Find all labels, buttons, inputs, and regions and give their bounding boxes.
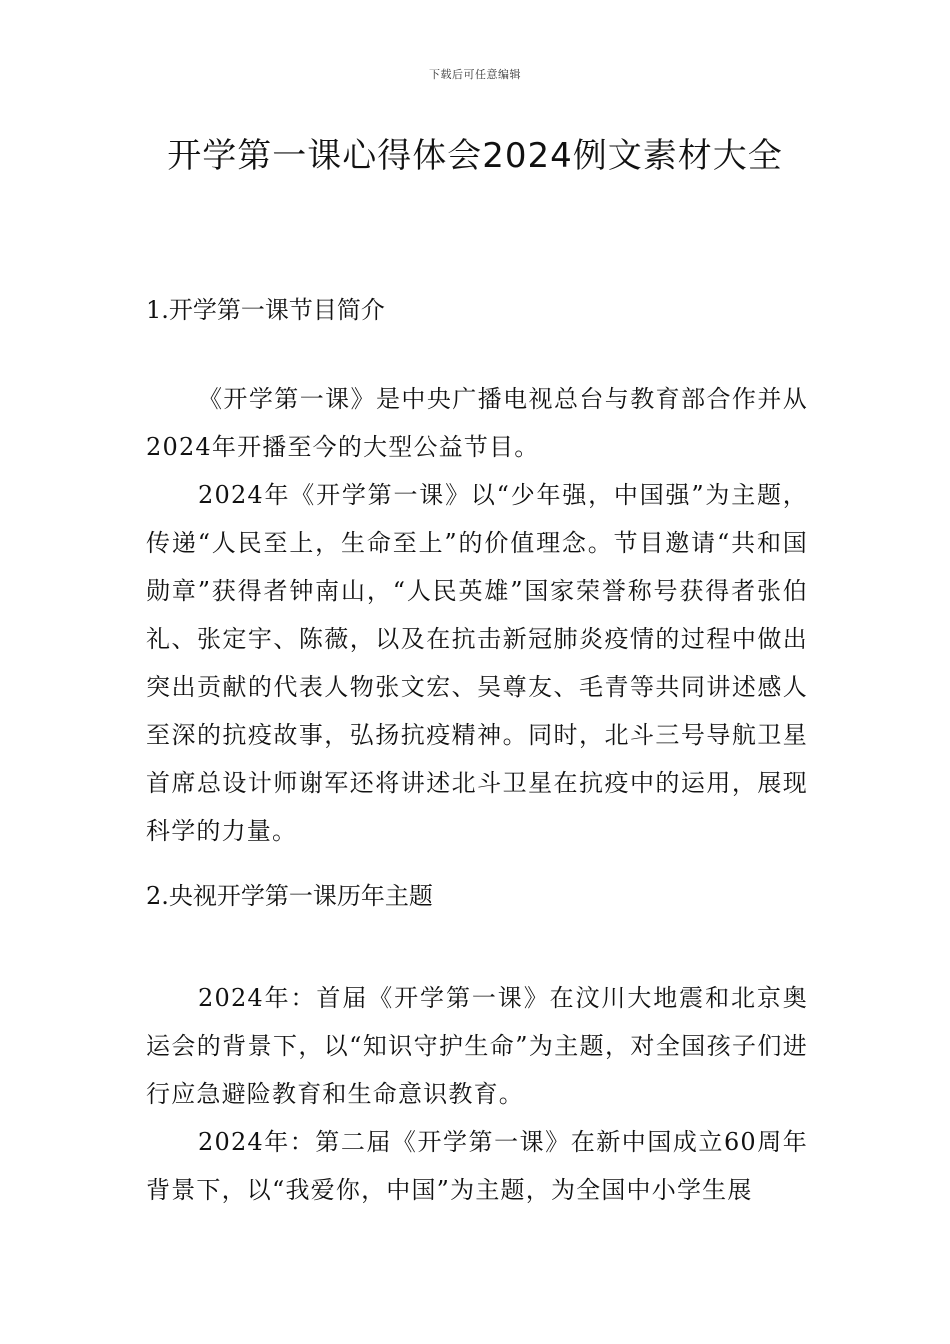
section-2-body: [146, 974, 808, 1214]
section-2: [146, 872, 808, 920]
section-1: [146, 286, 808, 334]
paragraph: 2024年：第二届《开学第一课》在新中国成立60周年背景下，以“我爱你，中国”为主题，为全国中小学生展: [146, 1128, 808, 1204]
paragraph: 2024年：首届《开学第一课》在汶川大地震和北京奥运会的背景下，以“知识守护生命”为主题，对全国孩子们进行应急避险教育和生命意识教育。: [146, 984, 808, 1108]
section-heading: 2.央视开学第一课历年主题: [146, 882, 433, 910]
header-note: 下载后可任意编辑: [429, 68, 521, 81]
document-title: 开学第一课心得体会2024例文素材大全: [167, 136, 783, 176]
paragraph: 《开学第一课》是中央广播电视总台与教育部合作并从2024年开播至今的大型公益节目。: [146, 385, 808, 461]
section-heading: 1.开学第一课节目简介: [146, 296, 385, 324]
paragraph: 2024年《开学第一课》以“少年强，中国强”为主题，传递“人民至上，生命至上”的价值理念。节目邀请“共和国勋章”获得者钟南山，“人民英雄”国家荣誉称号获得者张伯礼、张定宇、陈薇，以及在抗击新冠肺炎疫情的过程中做出突出贡献的代表人物张文宏、吴尊友、毛青等共同讲述感人至深的抗疫故事，弘扬抗疫精神。同时，北斗三号导航卫星首席总设计师谢军还将讲述北斗卫星在抗疫中的运用，展现科学的力量。: [146, 481, 808, 845]
section-1-body: [146, 375, 808, 855]
